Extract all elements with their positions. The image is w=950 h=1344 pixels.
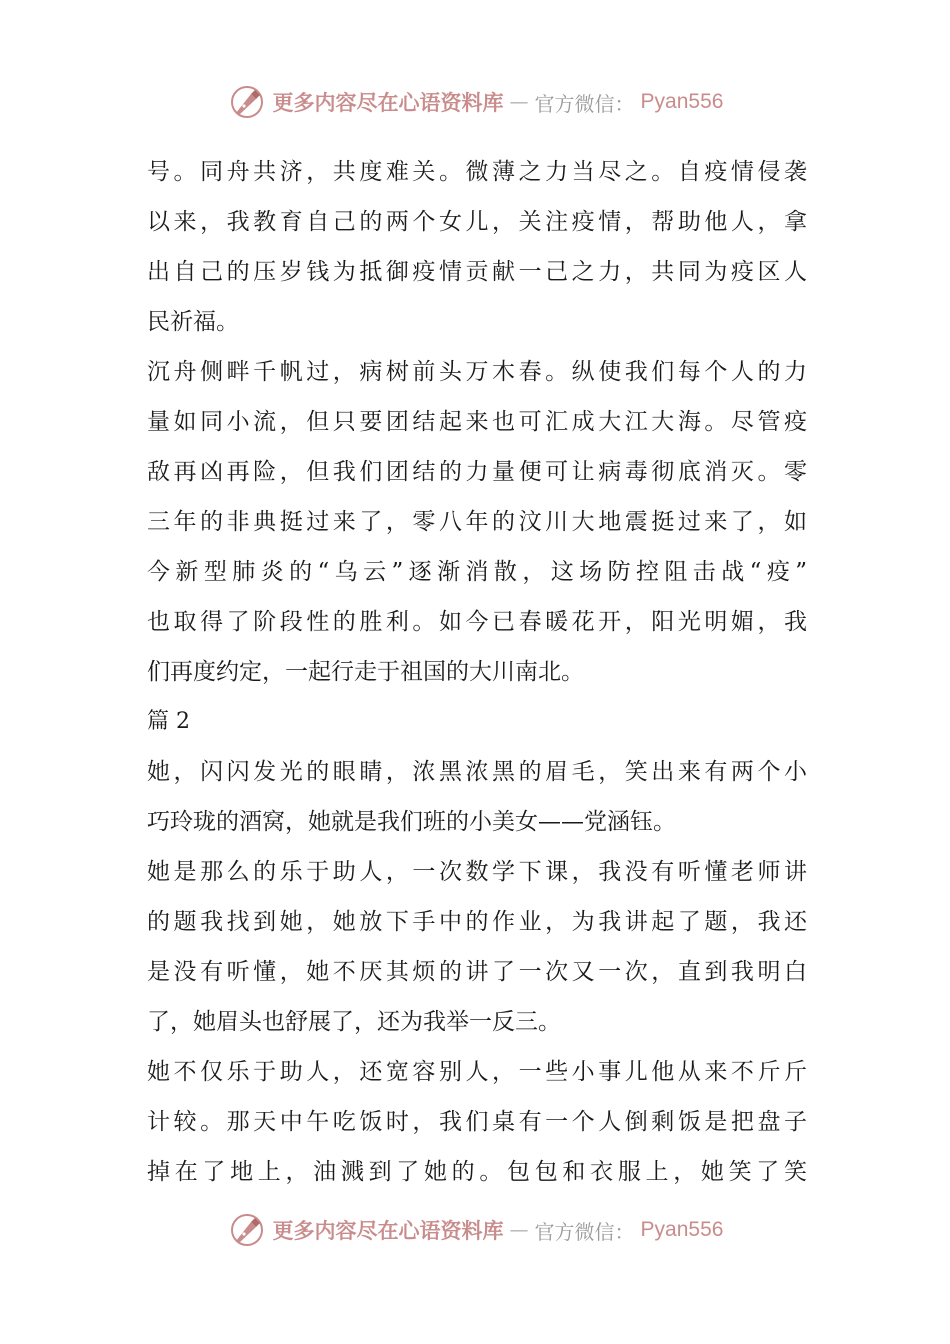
official-label: 官方微信： — [534, 91, 635, 116]
section-heading: 篇 2 — [147, 709, 190, 734]
text-line: 以来，我教育自己的两个女儿，关注疫情，帮助他人，拿 — [147, 209, 807, 235]
brand-text: 更多内容尽在心语资料库 — [272, 1218, 504, 1243]
text-line: 计较。那天中午吃饭时，我们桌有一个人倒剩饭是把盘子 — [147, 1109, 807, 1135]
document-body — [147, 147, 807, 1197]
official-label: 官方微信： — [534, 1219, 635, 1244]
text-line: 出自己的压岁钱为抵御疫情贡献一己之力，共同为疫区人 — [147, 259, 807, 285]
brand-text: 更多内容尽在心语资料库 — [272, 90, 504, 115]
text-line: 巧玲珑的酒窝，她就是我们班的小美女——党涵钰。 — [147, 809, 676, 835]
footer-watermark — [0, 1208, 950, 1252]
text-line: 沉舟侧畔千帆过，病树前头万木春。纵使我们每个人的力 — [147, 359, 807, 385]
wechat-id: Pyan556 — [640, 90, 724, 113]
brand-dash: — — [509, 91, 529, 113]
pen-nib-circle-icon — [227, 1210, 267, 1250]
text-line: 掉在了地上，油溅到了她的。包包和衣服上，她笑了笑 — [147, 1159, 807, 1185]
text-line: 们再度约定，一起行走于祖国的大川南北。 — [147, 659, 584, 685]
text-line: 是没有听懂，她不厌其烦的讲了一次又一次，直到我明白 — [147, 959, 807, 985]
text-line: 量如同小流，但只要团结起来也可汇成大江大海。尽管疫 — [147, 409, 807, 435]
text-line: 她是那么的乐于助人，一次数学下课，我没有听懂老师讲 — [147, 859, 807, 885]
text-line: 的题我找到她，她放下手中的作业，为我讲起了题，我还 — [147, 909, 807, 935]
brand-dash: — — [509, 1219, 529, 1241]
text-line: 三年的非典挺过来了，零八年的汶川大地震挺过来了，如 — [147, 509, 807, 535]
header-watermark — [0, 80, 950, 124]
text-line: 今新型肺炎的“乌云”逐渐消散，这场防控阻击战“疫” — [147, 559, 807, 585]
wechat-id: Pyan556 — [640, 1218, 724, 1241]
text-line: 也取得了阶段性的胜利。如今已春暖花开，阳光明媚，我 — [147, 609, 807, 635]
pen-nib-circle-icon — [227, 82, 267, 122]
text-line: 民祈福。 — [147, 309, 239, 335]
text-line: 她不仅乐于助人，还宽容别人，一些小事儿他从来不斤斤 — [147, 1059, 807, 1085]
text-line: 敌再凶再险，但我们团结的力量便可让病毒彻底消灭。零 — [147, 459, 807, 485]
text-line: 了，她眉头也舒展了，还为我举一反三。 — [147, 1009, 561, 1035]
text-line: 她，闪闪发光的眼睛，浓黑浓黑的眉毛，笑出来有两个小 — [147, 759, 807, 785]
text-line: 号。同舟共济，共度难关。微薄之力当尽之。自疫情侵袭 — [147, 159, 807, 185]
